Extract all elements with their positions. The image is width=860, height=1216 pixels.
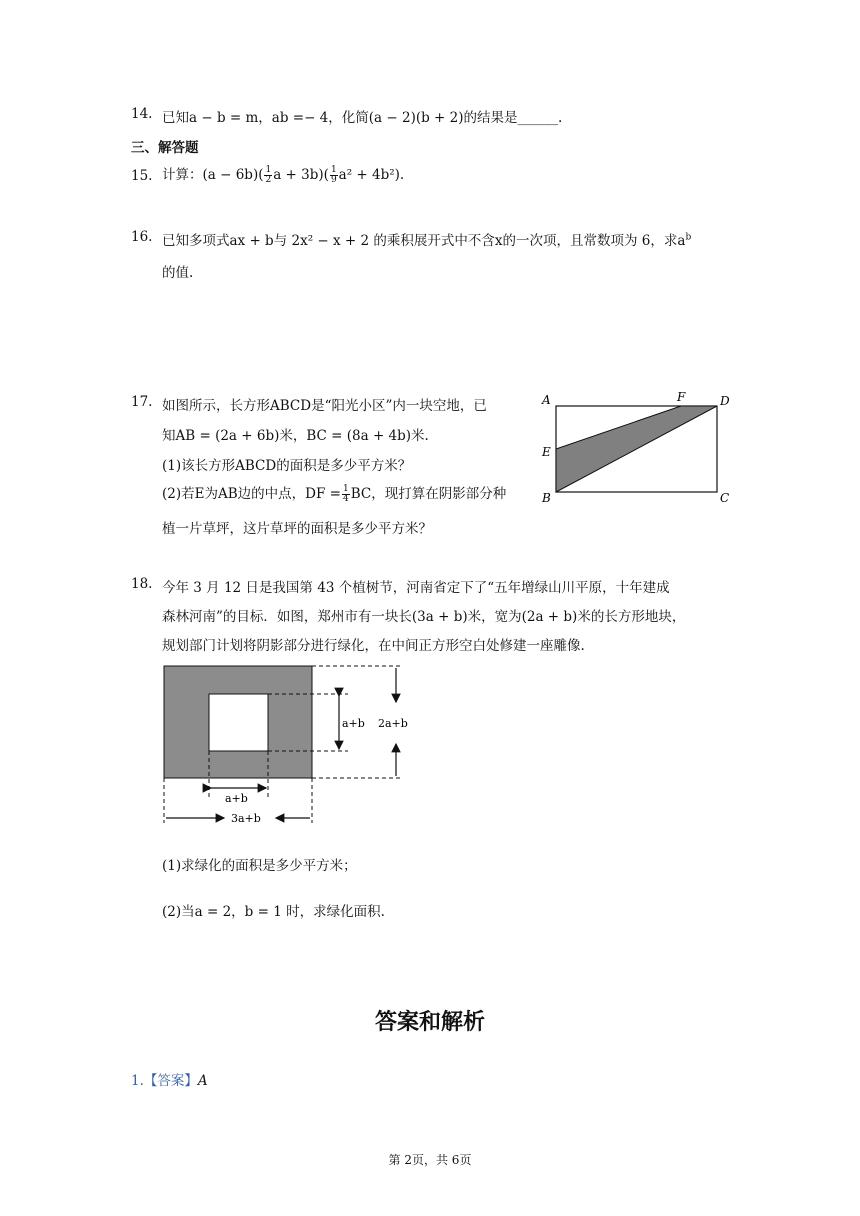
- answers-heading: 答案和解析: [374, 1010, 485, 1035]
- label-a: A: [542, 393, 551, 407]
- label-d: D: [720, 394, 730, 408]
- answer-1-tag: 【答案】: [143, 1073, 198, 1089]
- q15-fraction-1: $\frac{1}{2}$: [265, 165, 272, 185]
- q15-text: [162, 162, 404, 188]
- q18-line2: 森林河南”的目标．如图，郑州市有一块长(3a + b)米，宽为(2a + b)米的长方形地块，: [162, 609, 686, 625]
- q16-line1: 已知多项式ax + b与 2x² − x + 2 的乘积展开式中不含x的一次项，且常数项为 6，求$a^b$: [162, 232, 692, 249]
- label-c: C: [720, 491, 730, 505]
- q15-prefix: 计算：: [162, 167, 203, 183]
- q14-text: 已知a − b = m，ab =− 4，化简(a − 2)(b + 2)的结果是______.: [162, 110, 563, 126]
- q18-line1: 今年 3 月 12 日是我国第 43 个植树节，河南省定下了“五年增绿山川平原，十年建成: [162, 580, 670, 596]
- q15-fraction-2: $\frac{1}{9}$: [330, 165, 337, 185]
- q18-sub2: (2)当a = 2，b = 1 时，求绿化面积.: [162, 904, 385, 920]
- q15-number: 15.: [131, 168, 153, 184]
- q17-rectangle-figure: [536, 388, 746, 506]
- label-e: E: [542, 445, 551, 459]
- q15-expr-c: a² + 4b²).: [338, 167, 405, 183]
- answer-1-value: A: [197, 1073, 208, 1089]
- q15-expr-b: a + 3b)(: [273, 167, 329, 183]
- q17-line5: 植一片草坪，这片草坪的面积是多少平方米？: [162, 521, 432, 537]
- page-footer: 第 2页，共 6页: [388, 1153, 472, 1167]
- q15-expr-a: (a − 6b)(: [202, 167, 264, 183]
- q17-line3: (1)该长方形ABCD的面积是多少平方米？: [162, 458, 412, 474]
- q18-number: 18.: [131, 576, 153, 592]
- q17-number: 17.: [131, 394, 153, 410]
- q17-line4: (2)若E为AB边的中点，DF = $\frac{1}{4}$ BC，现打算在阴影部分种: [162, 484, 507, 504]
- label-inner-width: a+b: [225, 792, 248, 805]
- label-outer-height: 2a+b: [378, 717, 408, 730]
- q16-number: 16.: [131, 229, 153, 245]
- label-inner-height: a+b: [342, 717, 365, 730]
- answer-1-number: 1.: [131, 1073, 144, 1089]
- answer-1: [131, 1069, 208, 1089]
- shaded-region: [556, 406, 717, 492]
- label-outer-width: 3a+b: [231, 812, 261, 825]
- label-b: B: [542, 491, 551, 505]
- q17-fraction: $\frac{1}{4}$: [342, 484, 349, 504]
- section-heading: 三、解答题: [131, 140, 199, 156]
- q17-line1: 如图所示，长方形ABCD是“阳光小区”内一块空地，已: [162, 398, 487, 414]
- q16-exponent: b: [685, 232, 692, 243]
- label-f: F: [677, 390, 686, 404]
- inner-square: [209, 694, 268, 751]
- q18-line3: 规划部门计划将阴影部分进行绿化，在中间正方形空白处修建一座雕像.: [162, 638, 585, 654]
- q14-number: 14.: [131, 106, 153, 122]
- q18-sub1: (1)求绿化的面积是多少平方米；: [162, 858, 357, 874]
- q18-plot-figure: [158, 658, 420, 830]
- q16-line2: 的值.: [162, 265, 194, 281]
- q17-line2: 知AB = (2a + 6b)米，BC = (8a + 4b)米.: [162, 428, 429, 444]
